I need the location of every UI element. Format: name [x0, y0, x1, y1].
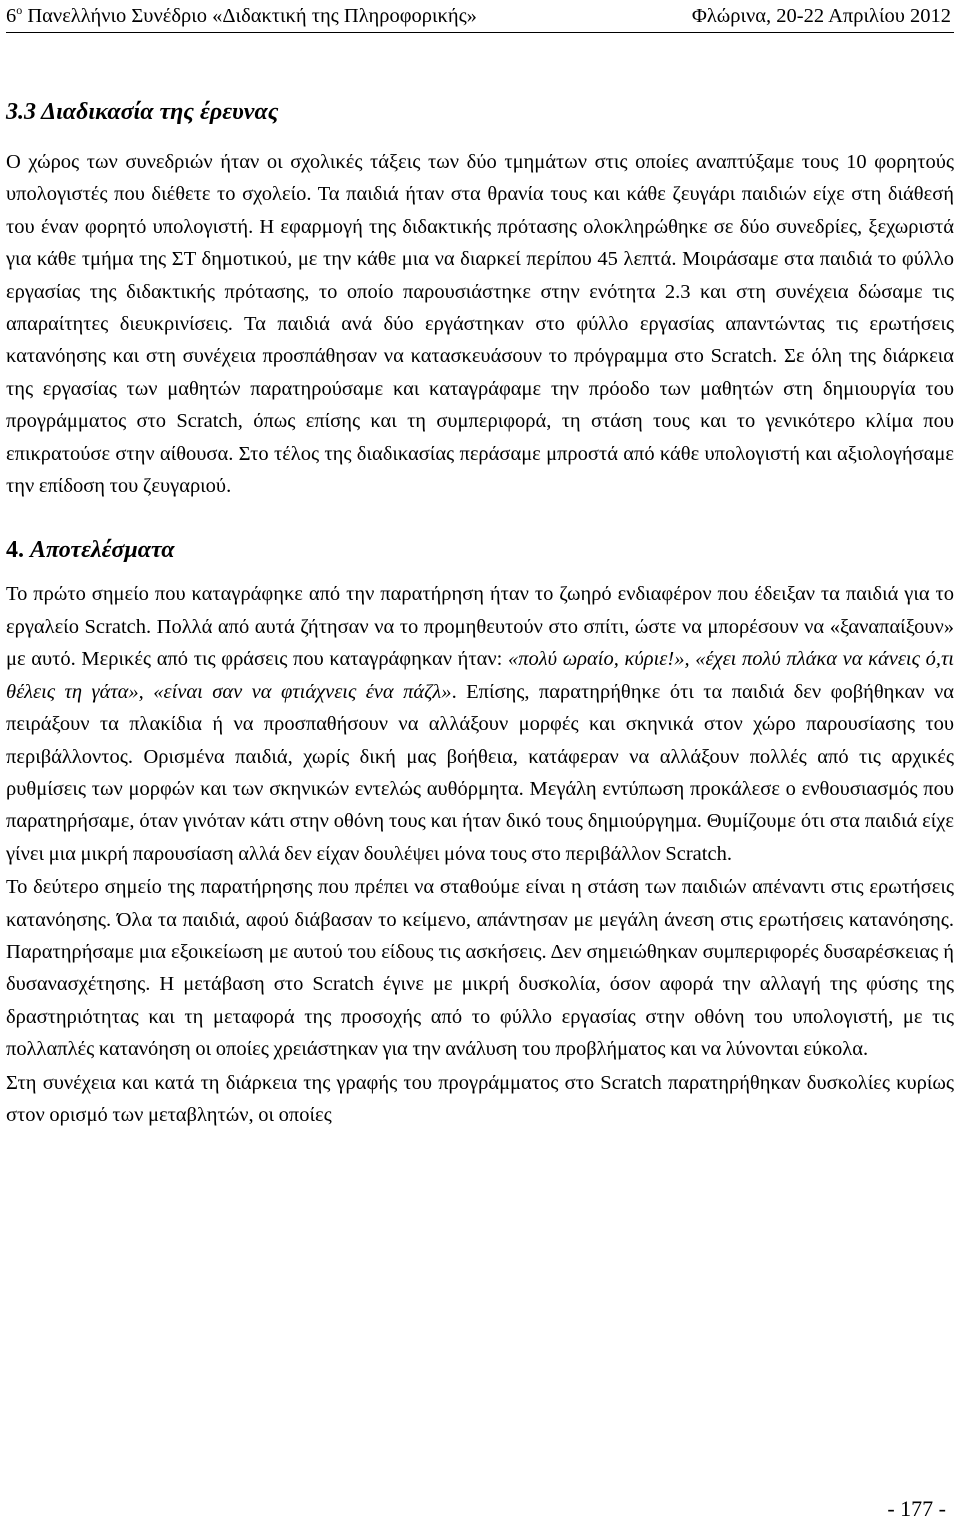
section-heading-3-3: 3.3 Διαδικασία της έρευνας	[6, 99, 279, 125]
paragraph-results-3: Στη συνέχεια και κατά τη διάρκεια της γραφής του προγράμματος στο Scratch παρατηρήθηκαν δυσκολίες κυρίως στον ορισμό των μεταβλητών, οι οποίες	[6, 1071, 954, 1126]
student-quotes: «πολύ ωραίο, κύριε!», «έχει πολύ πλάκα να κάνεις ό,τι θέλεις τη γάτα», «είναι σαν να φτιάχνεις ένα πάζλ»	[6, 648, 954, 703]
paragraph-results-2: Το δεύτερο σημείο της παρατήρησης που πρέπει να σταθούμε είναι η στάση των παιδιών απέναντι στις ερωτήσεις κατανόησης. Όλα τα παιδιά, αφού διάβασαν το κείμενο, απάντησαν με μεγάλη άνεση στις ερωτήσεις κατανόησης. Παρατηρήσαμε μια εξοικείωση με αυτού του είδους τις ασκήσεις. Δεν σημειώθηκαν συμπεριφορές δυσαρέσκειας ή δυσανασχέτησης. Η μετάβαση στο Scratch έγινε με μικρή δυσκολία, όσον αφορά την αλλαγή της φύσης της δραστηριότητας και τη μεταφορά της προσοχής από το φύλλο εργασίας στην οθόνη του υπολογιστή, με τις πολλαπλές κατανόηση οι οποίες χρειάστηκαν για την ανάλυση του προβλήματος και να λύνονται εύκολα.	[6, 876, 954, 1061]
conference-title: $6^o$ Πανελλήνιο Συνέδριο «Διδακτική της Πληροφορικής»	[6, 3, 477, 27]
section-title: Αποτελέσματα	[30, 537, 175, 564]
paragraph-results-1: Το πρώτο σημείο που καταγράφηκε από την παρατήρηση ήταν το ζωηρό ενδιαφέρον που έδειξαν τα παιδιά για το εργαλείο Scratch. Πολλά από αυτά ζήτησαν να το προμηθευτούν στο σπίτι, ώστε να μπορέσουν να «ξαναπαίξουν» με αυτό. Μερικές από τις φράσεις που καταγράφηκαν ήταν: «πολύ ωραίο, κύριε!», «έχει πολύ πλάκα να κάνεις ό,τι θέλεις τη γάτα», «είναι σαν να φτιάχνεις ένα πάζλ». Επίσης, παρατηρήθηκε ότι τα παιδιά δεν φοβήθηκαν να πειράξουν τα πλακίδια ή να προσπαθήσουν να αλλάξουν μορφές και σκηνικά στον χώρο παρουσίασης του περιβάλλοντος. Ορισμένα παιδιά, χωρίς δική μας βοήθεια, κατάφεραν να αλλάξουν πολλές από τις αρχικές ρυθμίσεις των μορφών και των σκηνικών εντελώς αυθόρμητα. Μεγάλη εντύπωση προκάλεσε ο ενθουσιασμός που παρατηρήσαμε, όταν γινόταν κάτι στην οθόνη τους και ήταν δικό τους δημιούργημα. Θυμίζουμε ότι στα παιδιά είχε γίνει μια μικρή παρουσίαση αλλά δεν είχαν δουλέψει μόνα τους στο περιβάλλον Scratch.	[6, 583, 954, 865]
section-heading-results	[6, 536, 954, 564]
paragraph-research-procedure: Ο χώρος των συνεδριών ήταν οι σχολικές τάξεις των δύο τμημάτων στις οποίες αναπτύξαμε τους 10 φορητούς υπολογιστές που διέθετε το σχολείο. Τα παιδιά ήταν στα θρανία τους και κάθε ζευγάρι παιδιών είχε στη διάθεσή του έναν φορητό υπολογιστή. Η εφαρμογή της διδακτικής πρότασης ολοκληρώθηκε σε δύο συνεδρίες, ξεχωριστά για κάθε τμήμα της ΣΤ δημοτικού, με την κάθε μια να διαρκεί περίπου 45 λεπτά. Μοιράσαμε στα παιδιά το φύλλο εργασίας της διδακτικής πρότασης, το οποίο παρουσιάστηκε στην ενότητα 2.3 και στη συνέχεια δώσαμε τις απαραίτητες διευκρινίσεις. Τα παιδιά ανά δύο εργάστηκαν στο φύλλο εργασίας απαντώντας τις ερωτήσεις κατανόησης και στη συνέχεια προσπάθησαν να κατασκευάσουν το πρόγραμμα στο Scratch. Σε όλη της διάρκεια της εργασίας των μαθητών παρατηρούσαμε και καταγράφαμε την πρόοδο των μαθητών στη δημιουργία του προγράμματος στο Scratch, όπως επίσης και τη συμπεριφορά, τη στάση τους και το γενικότερο κλίμα που επικρατούσε στην αίθουσα. Στο τέλος της διαδικασίας περάσαμε μπροστά από κάθε υπολογιστή και αξιολογήσαμε την επίδοση του ζευγαριού.	[6, 151, 954, 498]
section-number: 4.	[6, 537, 24, 564]
page-header	[6, 2, 954, 33]
conference-place-date: Φλώρινα, 20-22 Απριλίου 2012	[691, 5, 951, 27]
page-number: - 177 -	[887, 1496, 946, 1521]
page-body	[6, 68, 954, 1131]
